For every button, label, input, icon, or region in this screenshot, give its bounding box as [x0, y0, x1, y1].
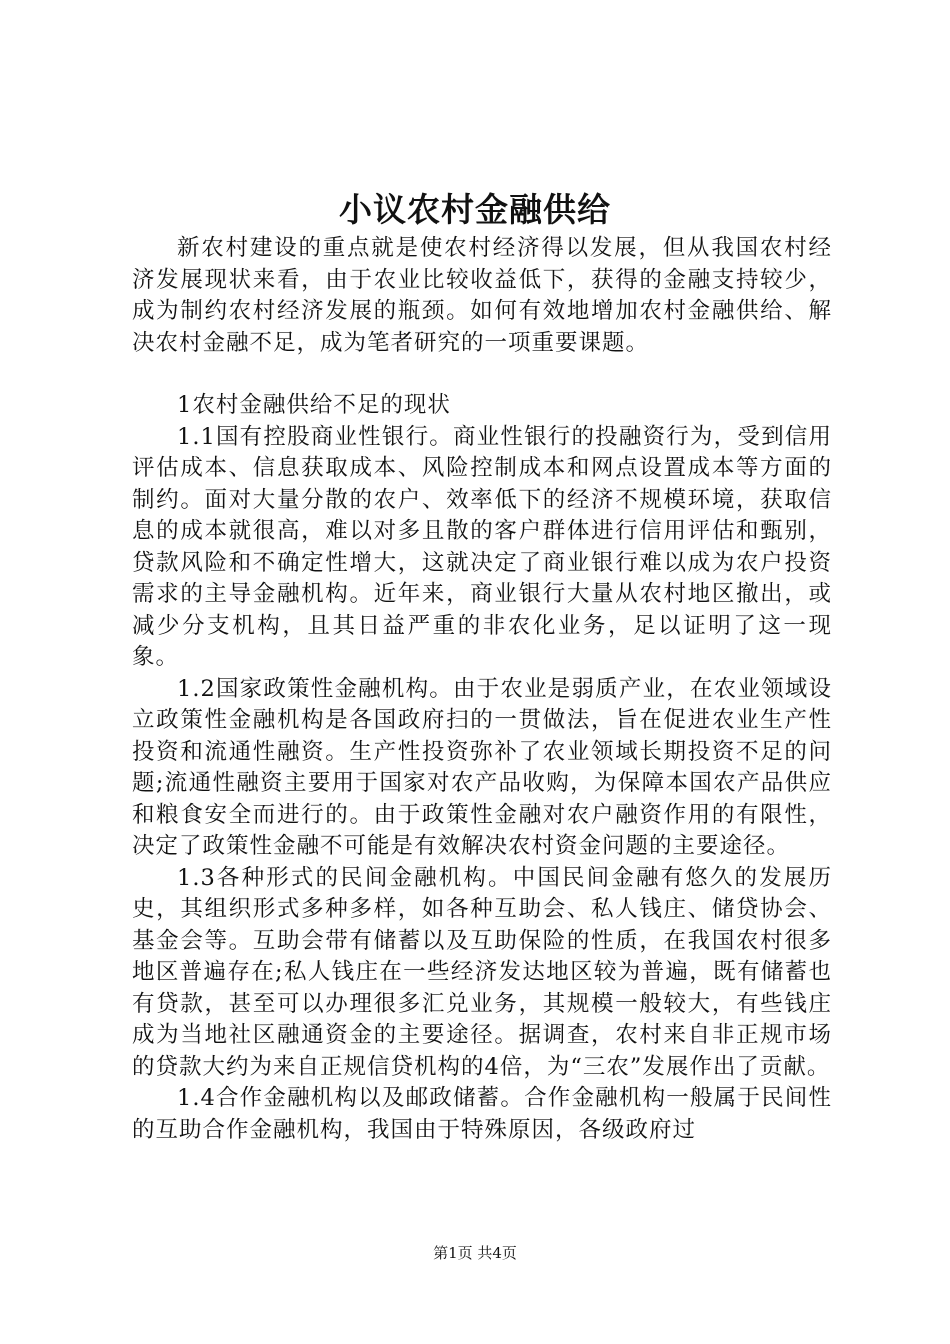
- page-footer: 第1页 共4页: [433, 1244, 517, 1262]
- document-title: 小议农村金融供给: [339, 190, 611, 229]
- body-paragraph: 1.3各种形式的民间金融机构。中国民间金融有悠久的发展历史，其组织形式多种多样，如各种互助会、私人钱庄、储贷协会、基金会等。互助会带有储蓄以及互助保险的性质，在我国农村很多地区普遍存在;私人钱庄在一些经济发达地区较为普遍，既有储蓄也有贷款，甚至可以办理很多汇兑业务，其规模一般较大，有些钱庄成为当地社区融通资金的主要途径。据调查，农村来自非正规市场的贷款大约为来自正规信贷机构的4倍，为“三农”发展作出了贡献。: [132, 864, 832, 1080]
- body-paragraph: 1.2国家政策性金融机构。由于农业是弱质产业，在农业领域设立政策性金融机构是各国政府扫的一贯做法，旨在促进农业生产性投资和流通性融资。生产性投资弥补了农业领域长期投资不足的问题;流通性融资主要用于国家对农产品收购，为保障本国农产品供应和粮食安全而进行的。由于政策性金融对农户融资作用的有限性，决定了政策性金融不可能是有效解决农村资金问题的主要途径。: [132, 675, 832, 859]
- intro-paragraph: 新农村建设的重点就是使农村经济得以发展，但从我国农村经济发展现状来看，由于农业比较收益低下，获得的金融支持较少，成为制约农村经济发展的瓶颈。如何有效地增加农村金融供给、解决农村金融不足，成为笔者研究的一项重要课题。: [132, 235, 832, 356]
- document-body: [132, 390, 832, 1146]
- body-paragraph: 1.1国有控股商业性银行。商业性银行的投融资行为，受到信用评估成本、信息获取成本、风险控制成本和网点设置成本等方面的制约。面对大量分散的农户、效率低下的经济不规模环境，获取信息的成本就很高，难以对多且散的客户群体进行信用评估和甄别，贷款风险和不确定性增大，这就决定了商业银行难以成为农户投资需求的主导金融机构。近年来，商业银行大量从农村地区撤出，或减少分支机构，且其日益严重的非农化业务，足以证明了这一现象。: [132, 423, 832, 670]
- section-heading: 1农村金融供给不足的现状: [177, 392, 451, 418]
- body-paragraph: 1.4合作金融机构以及邮政储蓄。合作金融机构一般属于民间性的互助合作金融机构，我国由于特殊原因，各级政府过: [132, 1085, 832, 1143]
